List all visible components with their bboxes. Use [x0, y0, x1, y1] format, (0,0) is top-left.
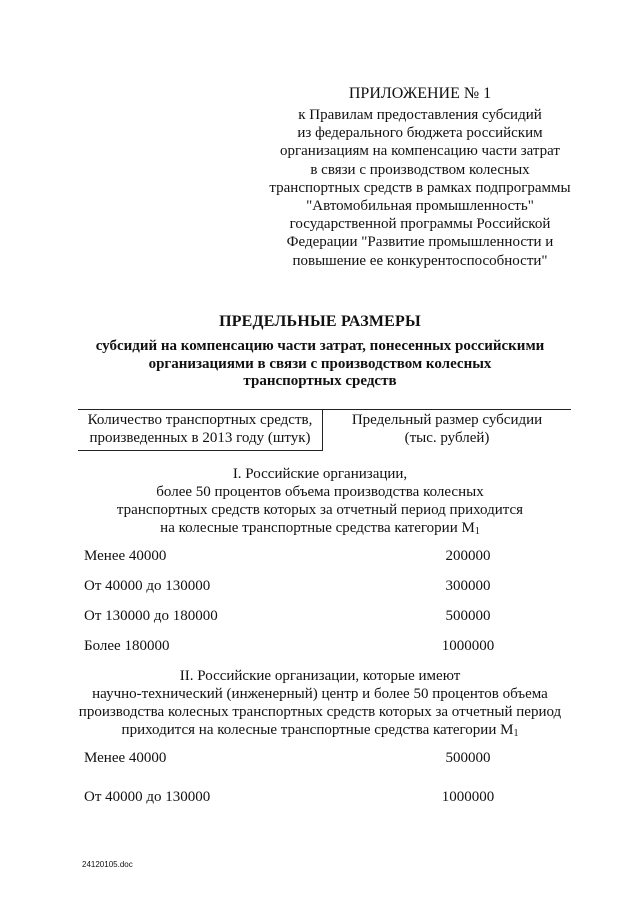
header-quantity-line: Количество транспортных средств, — [87, 412, 313, 428]
section-line-text: на колесные транспортные средства категории M — [160, 520, 475, 536]
row-amount: 500000 — [445, 750, 491, 766]
section-line: I. Российские организации, — [232, 466, 408, 482]
table-row — [84, 548, 564, 568]
row-range: Менее 40000 — [84, 548, 167, 564]
header-amount-line: Предельный размер субсидии — [351, 412, 543, 428]
row-range: От 40000 до 130000 — [84, 578, 211, 594]
header-quantity-line: произведенных в 2013 году (штук) — [89, 429, 311, 446]
document-subtitle — [60, 338, 580, 391]
appendix-title: ПРИЛОЖЕНИЕ № 1 — [348, 85, 492, 102]
appendix-block — [250, 84, 590, 270]
table-row — [84, 578, 564, 598]
appendix-line: к Правилам предоставления субсидий — [298, 107, 542, 123]
row-range: От 130000 до 180000 — [84, 608, 218, 624]
row-amount: 1000000 — [441, 789, 495, 805]
document-title: ПРЕДЕЛЬНЫЕ РАЗМЕРЫ — [219, 313, 421, 330]
section-2-title — [60, 667, 580, 739]
row-range: Менее 40000 — [84, 750, 167, 766]
appendix-line: из федерального бюджета российским — [297, 125, 543, 142]
table-row — [84, 789, 564, 809]
row-amount: 300000 — [445, 578, 491, 594]
subtitle-line: субсидий на компенсацию части затрат, понесенных российскими — [95, 338, 545, 354]
appendix-line: транспортных средств в рамках подпрограммы — [269, 179, 571, 196]
appendix-line: Федерации "Развитие промышленности и — [286, 234, 554, 251]
subtitle-line: транспортных средств — [243, 373, 397, 389]
section-1-title — [60, 465, 580, 537]
appendix-line: повышение ее конкурентоспособности" — [292, 252, 548, 269]
table-row — [84, 750, 564, 770]
row-amount: 500000 — [445, 608, 491, 624]
category-subscript: 1 — [474, 526, 480, 537]
row-range: Более 180000 — [84, 638, 170, 654]
row-amount: 1000000 — [441, 638, 495, 654]
subtitle-line: организациями в связи с производством колесных — [148, 355, 492, 372]
table-header — [78, 409, 571, 451]
section-line: более 50 процентов объема производства колесных — [156, 484, 484, 500]
appendix-line: "Автомобильная промышленность" — [306, 198, 534, 215]
section-line — [60, 519, 580, 537]
table-row — [84, 608, 564, 628]
section-line-text: приходится на колесные транспортные средства категории M — [121, 722, 514, 738]
section-line — [60, 721, 580, 739]
footer-filename: 24120105.doc — [82, 860, 133, 869]
category-subscript: 1 — [513, 728, 519, 739]
appendix-line: организациям на компенсацию части затрат — [280, 143, 560, 160]
appendix-line: государственной программы Российской — [289, 216, 551, 233]
header-amount — [323, 410, 571, 450]
section-line: II. Российские организации, которые имеют — [179, 668, 461, 684]
header-quantity — [78, 410, 323, 451]
section-line: научно-технический (инженерный) центр и более 50 процентов объема — [92, 686, 548, 702]
row-range: От 40000 до 130000 — [84, 789, 211, 805]
appendix-line: в связи с производством колесных — [310, 161, 530, 178]
section-line: производства колесных транспортных средств которых за отчетный период — [78, 704, 562, 720]
table-row — [84, 638, 564, 658]
header-amount-line: (тыс. рублей) — [404, 429, 490, 446]
row-amount: 200000 — [445, 548, 491, 564]
section-line: транспортных средств которых за отчетный период приходится — [116, 502, 524, 518]
